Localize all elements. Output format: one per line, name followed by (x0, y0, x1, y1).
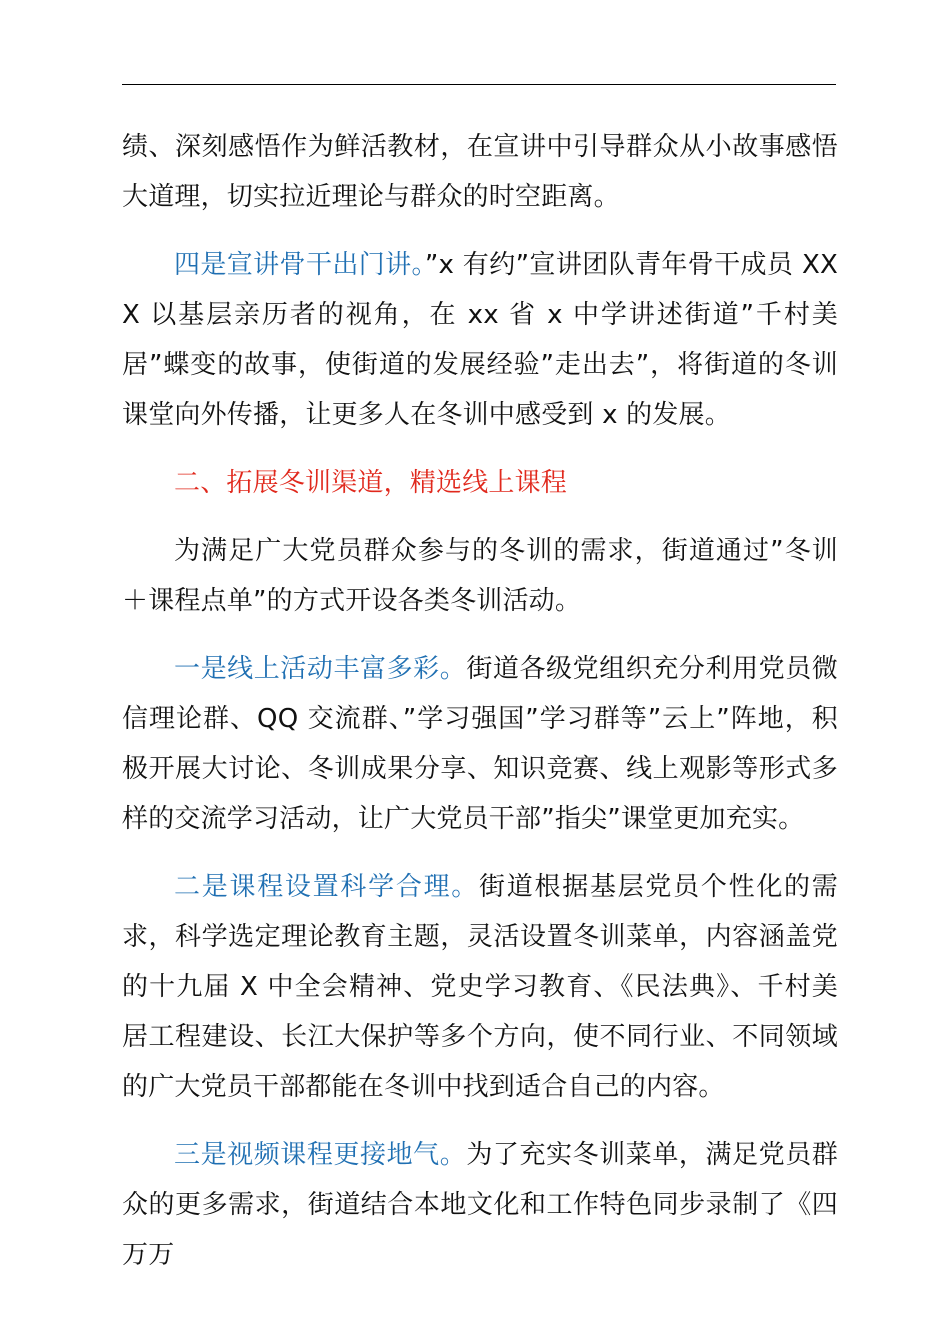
paragraph-lead: 四是宣讲骨干出门讲。 (174, 250, 425, 280)
paragraph-point-four (122, 240, 838, 440)
document-body (122, 122, 838, 1298)
paragraph-text: ”x 有约”宣讲团队青年骨干成员 XXX 以基层亲历者的视角，在 xx 省 x 中学讲述街道”千村美居”蝶变的故事，使街道的发展经验”走出去”，将街道的冬训课堂向外传播，让更多人在冬训中感受到 x 的发展。 (122, 250, 838, 430)
paragraph-point-three (122, 1130, 838, 1280)
paragraph-point-two (122, 862, 838, 1112)
paragraph-lead: 一是线上活动丰富多彩。 (174, 654, 467, 684)
paragraph-lead: 二是课程设置科学合理。 (174, 872, 480, 902)
paragraph-text: 街道各级党组织充分利用党员微信理论群、QQ 交流群、”学习强国”学习群等”云上”阵地，积极开展大讨论、冬训成果分享、知识竞赛、线上观影等形式多样的交流学习活动，让广大党员干部”指尖”课堂更加充实。 (122, 654, 838, 834)
paragraph-text: 绩、深刻感悟作为鲜活教材，在宣讲中引导群众从小故事感悟大道理，切实拉近理论与群众的时空距离。 (122, 132, 838, 212)
section-heading (122, 458, 838, 508)
paragraph-text: 为满足广大党员群众参与的冬训的需求，街道通过”冬训＋课程点单”的方式开设各类冬训活动。 (122, 536, 838, 616)
paragraph-continuation (122, 122, 838, 222)
paragraph-text: 街道根据基层党员个性化的需求，科学选定理论教育主题，灵活设置冬训菜单，内容涵盖党的十九届 X 中全会精神、党史学习教育、《民法典》、千村美居工程建设、长江大保护等多个方向，使不同行业、不同领域的广大党员干部都能在冬训中找到适合自己的内容。 (122, 872, 838, 1102)
paragraph-intro (122, 526, 838, 626)
header-rule (122, 84, 836, 85)
section-heading-text: 二、拓展冬训渠道，精选线上课程 (174, 468, 568, 498)
paragraph-point-one (122, 644, 838, 844)
paragraph-lead: 三是视频课程更接地气。 (174, 1140, 467, 1170)
paragraph-text: 为了充实冬训菜单，满足党员群众的更多需求，街道结合本地文化和工作特色同步录制了《四万万 (122, 1140, 838, 1270)
